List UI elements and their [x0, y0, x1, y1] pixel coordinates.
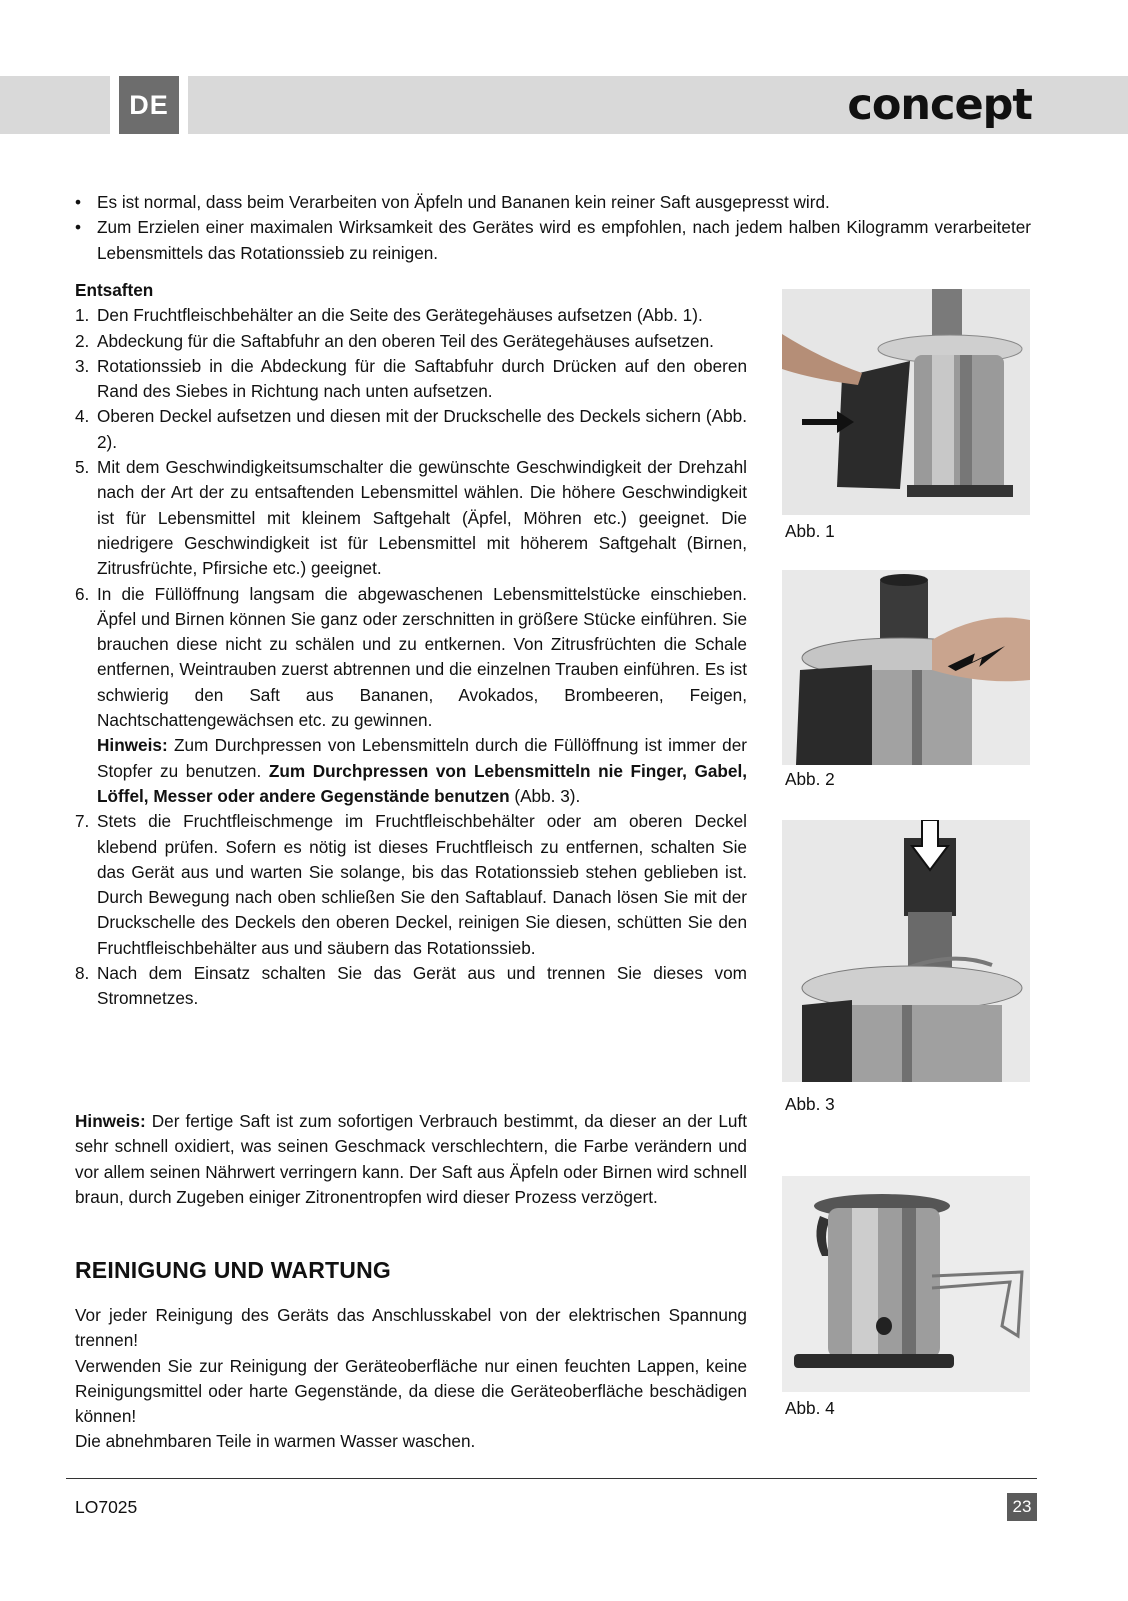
step-item: [75, 455, 747, 581]
juicer-assembly-illustration: [782, 289, 1030, 515]
step-text: Oberen Deckel aufsetzen und diesen mit der Druckschelle des Deckels sichern (Abb. 2).: [97, 406, 747, 452]
figure-caption: Abb. 3: [785, 1094, 835, 1114]
juicing-section: [75, 278, 747, 1012]
figure-3-image: [782, 820, 1030, 1082]
juicer-assembled-illustration: [782, 1176, 1030, 1392]
step-number: 2.: [75, 330, 90, 351]
step-text: Rotationssieb in die Abdeckung für die Saftabfuhr durch Drücken auf den oberen Rand des Siebes in Richtung nach unten aufsetzen.: [97, 355, 747, 402]
step-number: 4.: [75, 406, 90, 427]
step-note: [97, 733, 747, 809]
section-heading: Entsaften: [75, 280, 154, 300]
step-text: Den Fruchtfleischbehälter an die Seite des Gerätegehäuses aufsetzen (Abb. 1).: [97, 305, 703, 326]
step-item: [75, 303, 747, 328]
note-text: Zum Durchpressen von Lebensmitteln durch die Füllöffnung ist immer der Stopfer zu benutzen.: [97, 735, 747, 781]
brand-logo: concept: [847, 80, 1032, 130]
cleaning-paragraph: Verwenden Sie zur Reinigung der Geräteoberfläche nur einen feuchten Lappen, keine Reinigungsmittel oder harte Gegenstände, da diese die Geräteoberfläche beschädigen können!: [75, 1355, 747, 1427]
note-warning: Zum Durchpressen von Lebensmitteln nie Finger, Gabel, Löffel, Messer oder andere Gegenstände benutzen: [97, 760, 747, 806]
note-tail: (Abb. 3).: [509, 785, 581, 806]
step-item: [75, 329, 747, 354]
language-badge: DE: [119, 76, 179, 134]
model-number: LO7025: [75, 1497, 138, 1517]
step-number: 1.: [75, 305, 90, 326]
figure-caption: Abb. 2: [785, 769, 835, 789]
bullet-item: • Zum Erzielen einer maximalen Wirksamkeit des Gerätes wird es empfohlen, nach jedem halben Kilogramm verarbeiteter Lebensmittels das Rotationssieb zu reinigen.: [75, 215, 1031, 266]
step-number: 5.: [75, 457, 90, 478]
footer-divider: [66, 1478, 1037, 1479]
step-text: Abdeckung für die Saftabfuhr an den oberen Teil des Gerätegehäuses aufsetzen.: [97, 330, 714, 351]
juice-note: [75, 1109, 747, 1210]
step-number: 7.: [75, 811, 90, 832]
cleaning-section: [75, 1303, 747, 1455]
cleaning-paragraph: Vor jeder Reinigung des Geräts das Anschlusskabel von der elektrischen Spannung trennen!: [75, 1305, 747, 1351]
note-label: Hinweis:: [75, 1111, 146, 1131]
juicer-pusher-illustration: [782, 820, 1030, 1082]
juicer-lid-illustration: [782, 570, 1030, 765]
step-number: 6.: [75, 583, 90, 604]
cleaning-heading: REINIGUNG UND WARTUNG: [75, 1257, 391, 1283]
figure-caption: Abb. 1: [785, 521, 835, 541]
step-item: [75, 961, 747, 1012]
figure-4-image: [782, 1176, 1030, 1392]
step-text: In die Füllöffnung langsam die abgewaschenen Lebensmittelstücke einschieben. Äpfel und Birnen können Sie ganz oder zerschnitten in größere Stücke einführen. Sie brauchen diese nicht zu schälen und zu entkernen. Von Zitrusfrüchten die Schale entfernen, Weintrauben zuerst abtrennen und die einzelnen Trauben einführen. Es ist schwierig den Saft aus Bananen, Avokados, Brombeeren, Feigen, Nachtschattengewächsen etc. zu gewinnen.: [97, 583, 747, 731]
page-number: 23: [1007, 1493, 1037, 1521]
figure-1-image: [782, 289, 1030, 515]
step-item: [75, 582, 747, 810]
step-item: [75, 354, 747, 405]
bullet-item: • Es ist normal, dass beim Verarbeiten von Äpfeln und Bananen kein reiner Saft ausgepresst wird.: [75, 190, 1031, 215]
intro-bullets: [75, 190, 1031, 266]
note-label: Hinweis:: [97, 735, 168, 756]
step-item: [75, 404, 747, 455]
step-number: 8.: [75, 963, 90, 984]
note-text: Der fertige Saft ist zum sofortigen Verbrauch bestimmt, da dieser an der Luft sehr schnell oxidiert, was seinen Geschmack verschlechtern, die Farbe verändern und vor allem seinen Nährwert verringern kann. Der Saft aus Äpfeln oder Birnen wird schnell braun, durch Zugeben einiger Zitronentropfen wird dieser Prozess verzögert.: [75, 1111, 747, 1207]
step-text: Stets die Fruchtfleischmenge im Fruchtfleischbehälter oder am oberen Deckel klebend prüfen. Sofern es nötig ist dieses Fruchtfleisch zu entfernen, schalten Sie das Gerät aus und warten Sie solange, bis das Rotationssieb stehen geblieben ist. Durch Bewegung nach oben schließen Sie den Saftablauf. Danach lösen Sie mit der Druckschelle des Deckels den oberen Deckel, reinigen Sie diesen, schütten Sie den Fruchtfleischbehälter aus und säubern das Rotationssieb.: [97, 811, 747, 958]
step-number: 3.: [75, 355, 90, 376]
cleaning-paragraph: Die abnehmbaren Teile in warmen Wasser waschen.: [75, 1431, 476, 1452]
step-item: [75, 809, 747, 961]
figure-caption: Abb. 4: [785, 1398, 835, 1418]
step-text: Nach dem Einsatz schalten Sie das Gerät aus und trennen Sie dieses vom Stromnetzes.: [97, 963, 747, 1009]
figure-2-image: [782, 570, 1030, 765]
step-text: Mit dem Geschwindigkeitsumschalter die gewünschte Geschwindigkeit der Drehzahl nach der Art der zu entsaftenden Lebensmittel wählen. Die höhere Geschwindigkeit ist für Lebensmittel mit kleinem Saftgehalt (Äpfel, Möhren etc.) geeignet. Die niedrigere Geschwindigkeit ist für Lebensmittel mit höherem Saftgehalt (Birnen, Zitrusfrüchte, Pfirsiche etc.) geeignet.: [97, 457, 747, 579]
